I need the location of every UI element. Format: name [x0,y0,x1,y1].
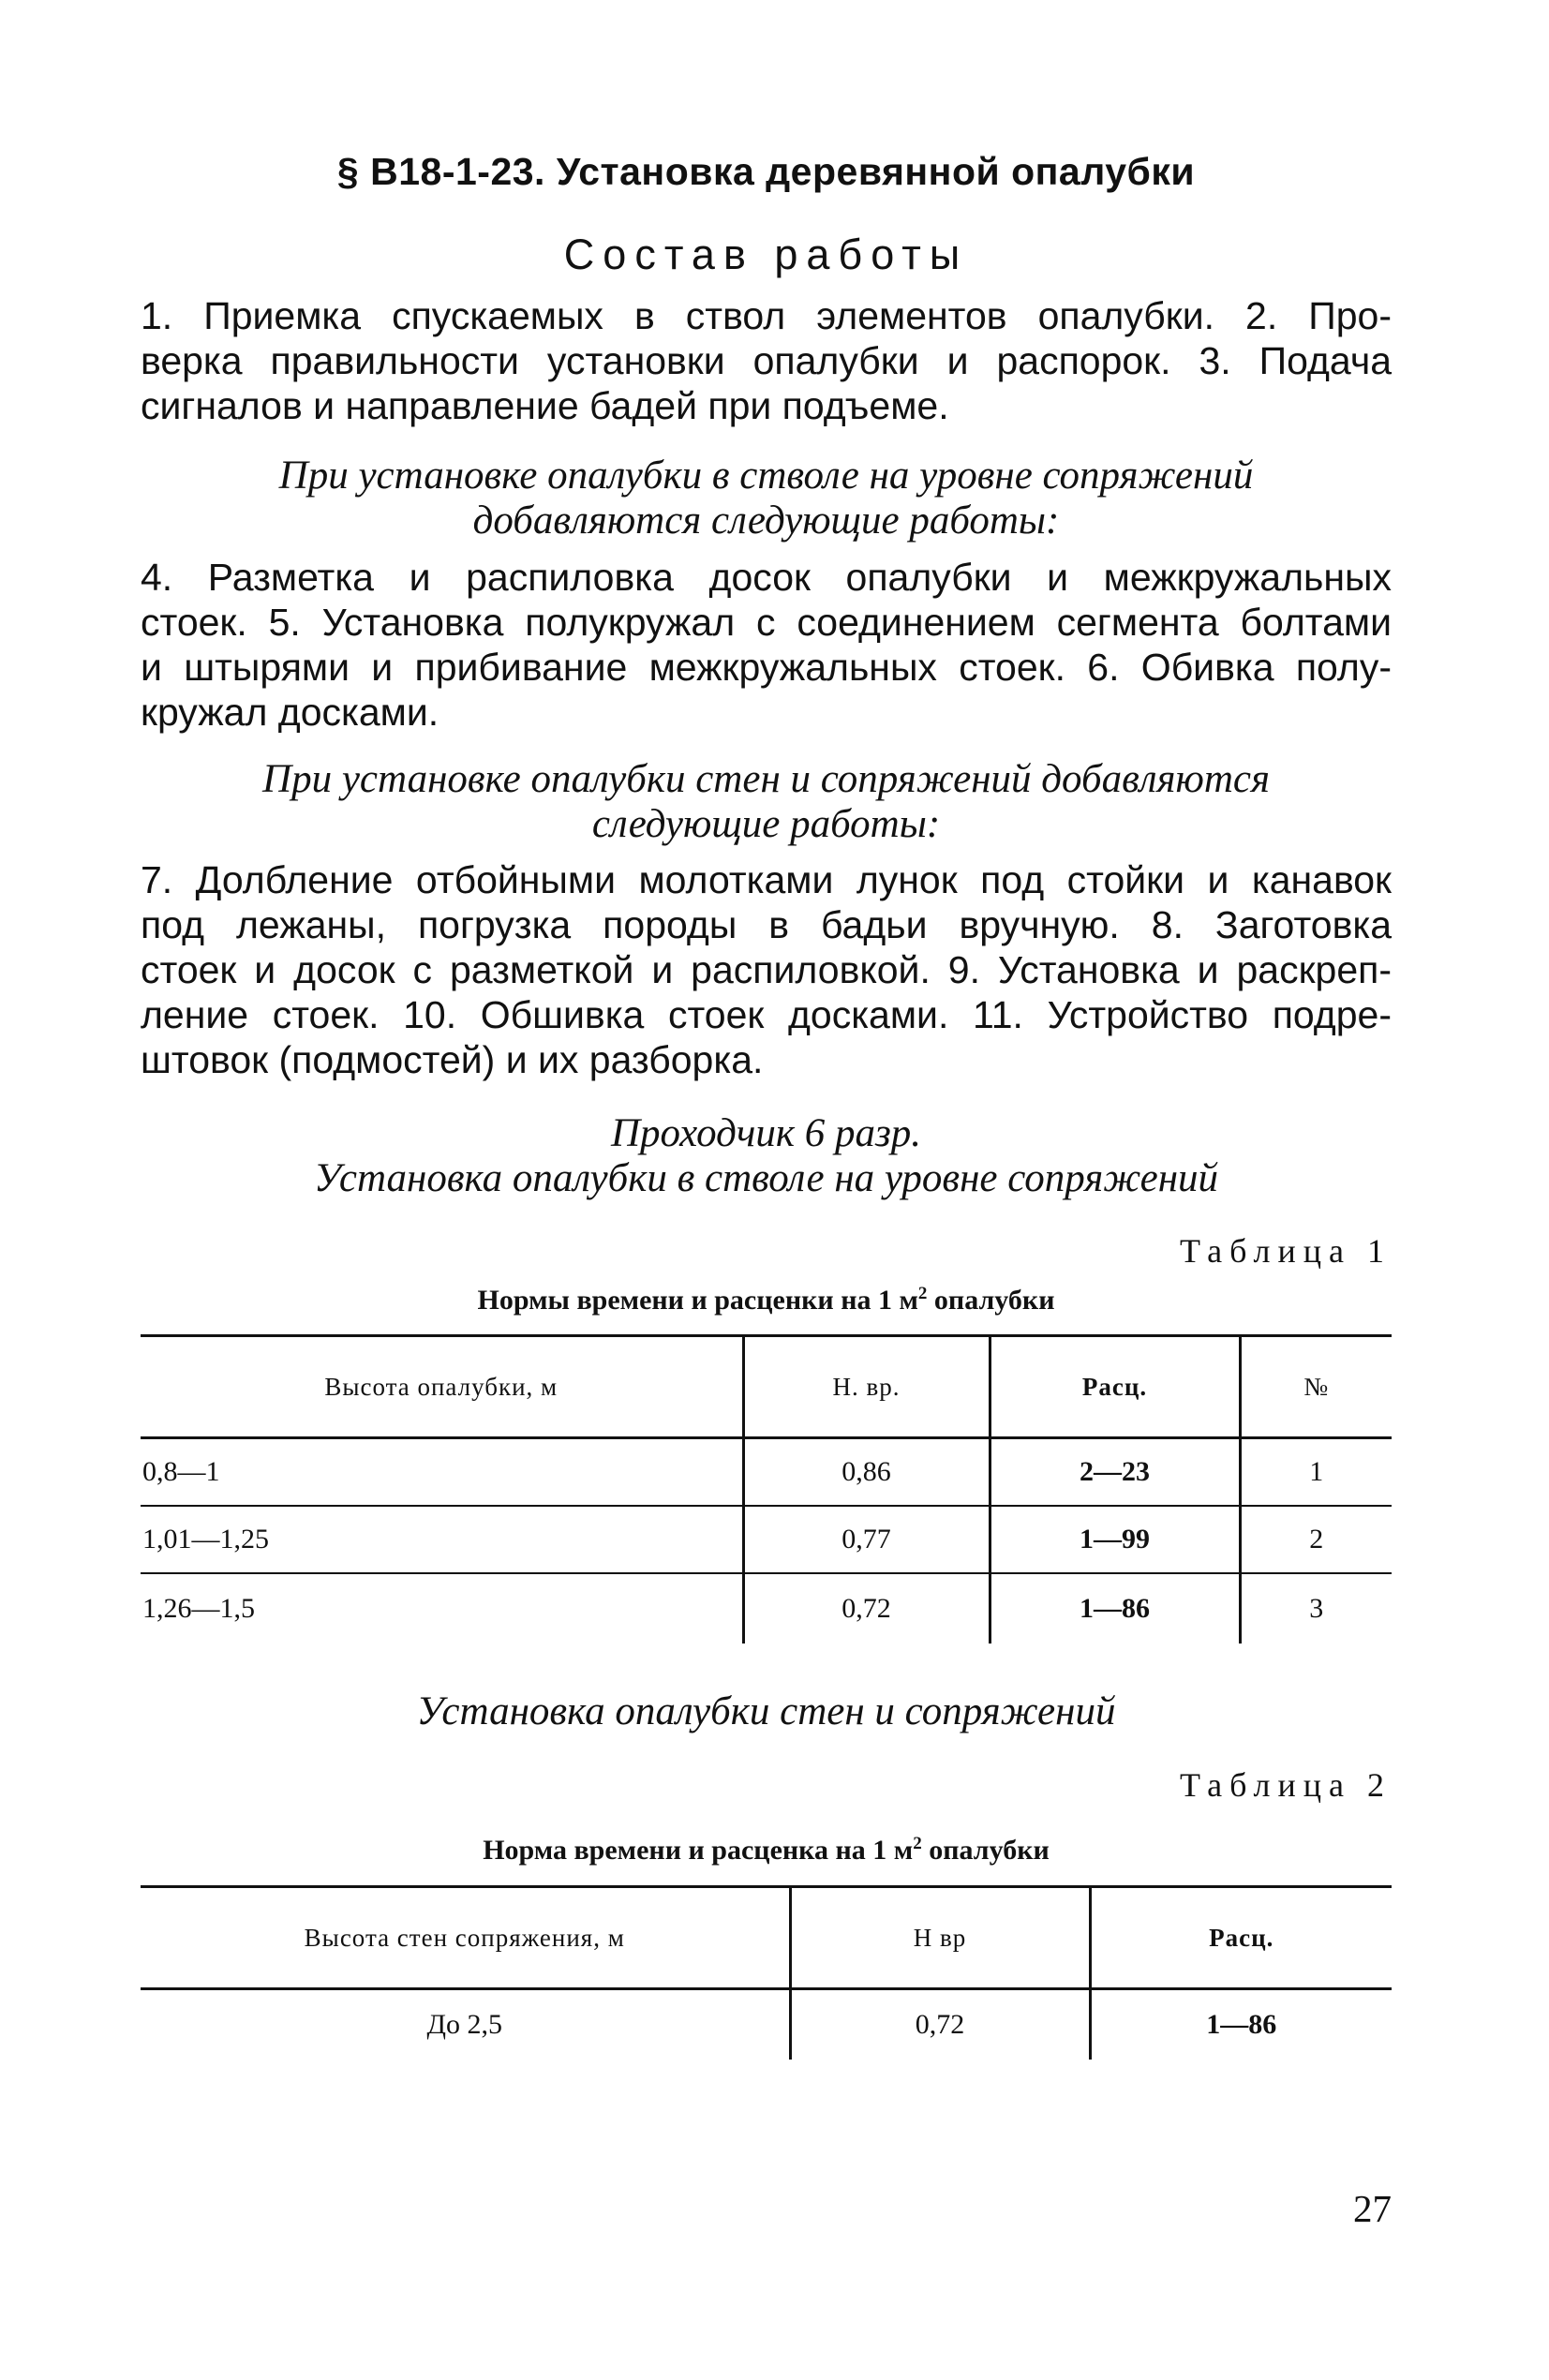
header-time-norm: Н. вр. [743,1336,990,1438]
text-line: ление стоек. 10. Обшивка стоек досками. 11. Устройство подре- [141,993,1392,1036]
text-line: 7. Долбление отбойными молотками лунок под стойки и канавок [141,858,1392,901]
text-line: под лежаны, погрузка породы в бадьи вручную. 8. Заготовка [141,903,1392,946]
subheading-shaft-junctions: Установка опалубки в стволе на уровне сопряжений [313,1156,1219,1200]
table-header-row [141,1336,1392,1438]
cell-number: 1 [1240,1438,1392,1507]
table-1-caption [141,1284,1392,1316]
note-line: При установке опалубки в стволе на уровне сопряжений [278,454,1254,498]
cell-time-norm: 0,77 [743,1506,990,1573]
text-line: и штырями и прибивание межкружальных стоек. 6. Обивка полу- [141,646,1392,689]
cell-height: 1,26—1,5 [142,1593,255,1624]
cell-time-norm: 0,72 [790,1989,1090,2060]
caption-text: Нормы времени и расценки на 1 м [477,1285,918,1316]
table-row [141,1989,1392,2060]
text-line: кружал досками. [141,691,439,734]
header-time-norm: Н вр [790,1887,1090,1989]
table-2-caption [141,1834,1392,1867]
work-paragraph-2 [141,555,1392,735]
text-line: верка правильности установки опалубки и распорок. 3. Подача [141,339,1392,382]
cell-rate: 2—23 [990,1438,1240,1507]
cell-rate: 1—99 [990,1506,1240,1573]
document-page [141,0,1392,2380]
text-line: стоек и досок с разметкой и распиловкой. 9. Установка и раскреп- [141,948,1392,991]
text-line: стоек. 5. Установка полукружал с соединением сегмента болтами [141,601,1392,644]
table-row [141,1506,1392,1573]
note-line: следующие работы: [591,802,941,846]
table-header-row [141,1887,1392,1989]
cell-time-norm: 0,72 [743,1573,990,1644]
text-line: сигналов и направление бадей при подъеме. [141,384,949,427]
caption-superscript: 2 [913,1834,922,1853]
table-2-label: Таблица 2 [1180,1766,1392,1804]
header-wall-height: Высота стен сопряжения, м [141,1887,790,1989]
text-line: штовок (подмостей) и их разборка. [141,1038,764,1081]
caption-text: опалубки [927,1285,1055,1316]
note-line: добавляются следующие работы: [472,498,1060,543]
caption-superscript: 2 [917,1284,928,1303]
work-composition-heading: Состав работы [563,231,969,278]
text-line: 4. Разметка и распиловка досок опалубки и межкружальных [141,556,1392,599]
work-paragraph-1 [141,293,1392,428]
cell-height: 1,01—1,25 [141,1506,743,1573]
cell-time-norm: 0,86 [743,1438,990,1507]
table-row [141,1573,1392,1644]
note-line: При установке опалубки стен и сопряжений добавляются [262,757,1270,801]
subheading-walls-junctions: Установка опалубки стен и сопряжений [416,1689,1116,1733]
worker-grade-and-subheading [141,1111,1392,1201]
cell-rate: 1—86 [990,1573,1240,1644]
page-number: 27 [1353,2187,1392,2230]
caption-text: Норма времени и расценка на 1 м [483,1835,914,1866]
work-paragraph-3 [141,857,1392,1082]
table-row [141,1438,1392,1507]
header-height: Высота опалубки, м [141,1336,743,1438]
note-shaft-junctions [141,454,1392,543]
text-line: 1. Приемка спускаемых в ствол элементов опалубки. 2. Про- [141,294,1392,337]
header-rate: Расц. [1090,1887,1392,1989]
cell-rate: 1—86 [1090,1989,1392,2060]
section-title: § В18-1-23. Установка деревянной опалубки [336,150,1196,193]
header-rate: Расц. [990,1336,1240,1438]
table-1 [141,1334,1392,1644]
cell-wall-height: До 2,5 [426,2009,502,2040]
cell-number: 2 [1240,1506,1392,1573]
note-walls-junctions [141,757,1392,847]
table-2 [141,1885,1392,2060]
table-1-label: Таблица 1 [1180,1232,1392,1270]
cell-height: 0,8—1 [141,1438,743,1507]
caption-text: опалубки [921,1835,1050,1866]
header-number: № [1240,1336,1392,1438]
cell-number: 3 [1240,1573,1392,1644]
worker-grade: Проходчик 6 разр. [610,1111,922,1155]
